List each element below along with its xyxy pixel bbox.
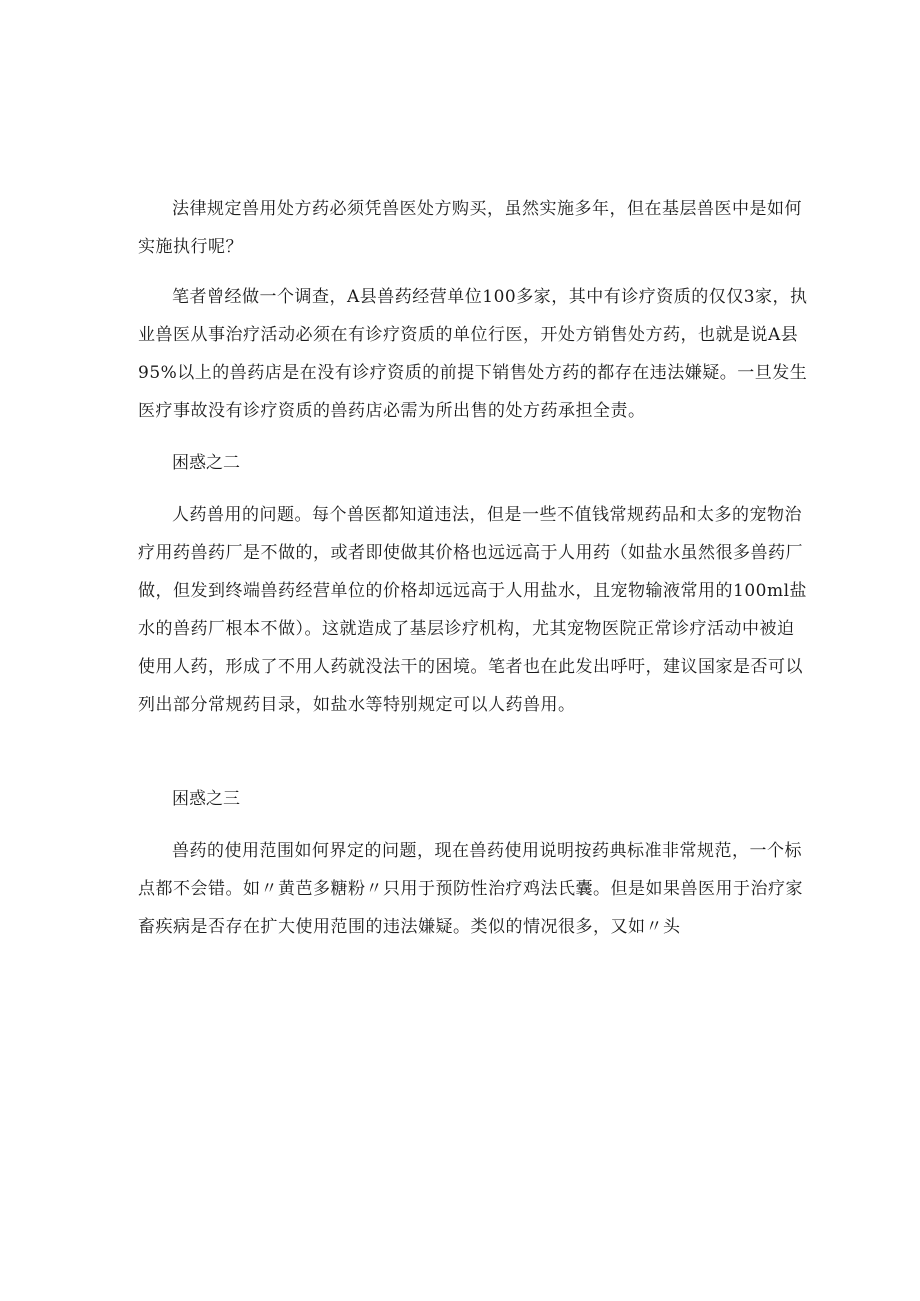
text-line: 列出部分常规药目录，如盐水等特别规定可以人药兽用。 xyxy=(138,695,576,715)
text-line: 实施执行呢？ xyxy=(138,237,243,257)
section-heading-2: 困惑之二 xyxy=(172,453,240,473)
section-heading-3: 困惑之三 xyxy=(172,789,240,809)
paragraph-human-drugs xyxy=(138,496,808,724)
document-page xyxy=(138,190,808,946)
text-line: 点都不会错。如〃黄芭多糖粉〃只用于预防性治疗鸡法氏囊。但是如果兽医用于治疗家 xyxy=(138,879,803,899)
paragraph-survey xyxy=(138,278,808,430)
text-line: 法律规定兽用处方药必须凭兽医处方购买，虽然实施多年，但在基层兽医中是如何 xyxy=(172,199,802,219)
text-line: 兽药的使用范围如何界定的问题，现在兽药使用说明按药典标准非常规范，一个标 xyxy=(172,841,802,861)
text-line: 做，但发到终端兽药经营单位的价格却远远高于人用盐水，且宠物输液常用的100ml盐 xyxy=(138,581,808,601)
text-line: 水的兽药厂根本不做）。这就造成了基层诊疗机构，尤其宠物医院正常诊疗活动中被迫 xyxy=(138,619,795,639)
text-line: 医疗事故没有诊疗资质的兽药店必需为所出售的处方药承担全责。 xyxy=(138,401,646,421)
text-line: 使用人药，形成了不用人药就没法干的困境。笔者也在此发出呼吁，建议国家是否可以 xyxy=(138,657,803,677)
text-line: 95%以上的兽药店是在没有诊疗资质的前提下销售处方药的都存在违法嫌疑。一旦发生 xyxy=(138,363,808,383)
text-line: 人药兽用的问题。每个兽医都知道违法，但是一些不值钱常规药品和太多的宠物治 xyxy=(172,505,802,525)
paragraph-usage-scope xyxy=(138,832,803,946)
text-line: 畜疾病是否存在扩大使用范围的违法嫌疑。类似的情况很多，又如〃头 xyxy=(138,917,681,937)
text-line: 业兽医从事治疗活动必须在有诊疗资质的单位行医，开处方销售处方药，也就是说A县 xyxy=(138,325,799,345)
text-line: 疗用药兽药厂是不做的，或者即使做其价格也远远高于人用药（如盐水虽然很多兽药厂 xyxy=(138,543,803,563)
text-line: 笔者曾经做一个调查，A县兽药经营单位100多家，其中有诊疗资质的仅仅3家，执 xyxy=(172,287,808,307)
paragraph-prescription-law xyxy=(138,190,802,266)
